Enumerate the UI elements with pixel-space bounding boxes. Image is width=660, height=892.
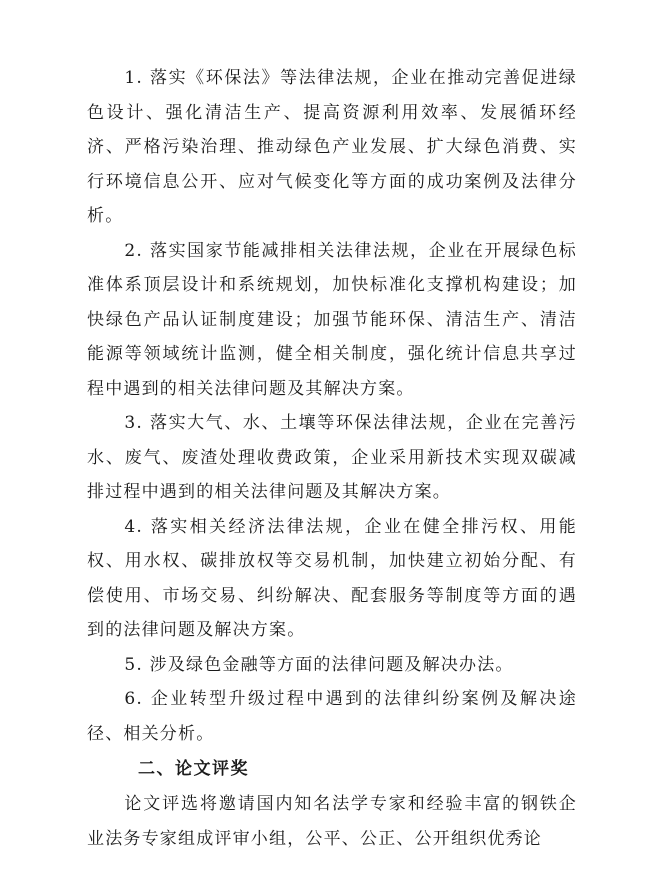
list-item-4: 4. 落实相关经济法律法规，企业在健全排污权、用能权、用水权、碳排放权等交易机制，加快建立初始分配、有偿使用、市场交易、纠纷解决、配套服务等制度等方面的遇到的法律问题及解决方案。 [87, 516, 577, 640]
list-item-2: 2. 落实国家节能减排相关法律法规，企业在开展绿色标准体系顶层设计和系统规划，加快标准化支撑机构建设；加快绿色产品认证制度建设；加强节能环保、清洁生产、清洁能源等领域统计监测，健全相关制度，强化统计信息共享过程中遇到的相关法律问题及其解决方案。 [87, 240, 577, 399]
section-heading-paper-award: 二、论文评奖 [138, 759, 249, 779]
list-item-5: 5. 涉及绿色金融等方面的法律问题及解决办法。 [124, 654, 514, 675]
section-paragraph: 论文评选将邀请国内知名法学专家和经验丰富的钢铁企业法务专家组成评审小组，公平、公正、公开组织优秀论 [87, 794, 577, 849]
list-item-3: 3. 落实大气、水、土壤等环保法律法规，企业在完善污水、废气、废渣处理收费政策，企业采用新技术实现双碳减排过程中遇到的相关法律问题及其解决方案。 [87, 413, 577, 502]
list-item-6: 6. 企业转型升级过程中遇到的法律纠纷案例及解决途径、相关分析。 [87, 689, 577, 744]
list-item-1: 1. 落实《环保法》等法律法规，企业在推动完善促进绿色设计、强化清洁生产、提高资源利用效率、发展循环经济、严格污染治理、推动绿色产业发展、扩大绿色消费、实行环境信息公开、应对气候变化等方面的成功案例及法律分析。 [87, 68, 577, 226]
document-body [87, 61, 577, 856]
